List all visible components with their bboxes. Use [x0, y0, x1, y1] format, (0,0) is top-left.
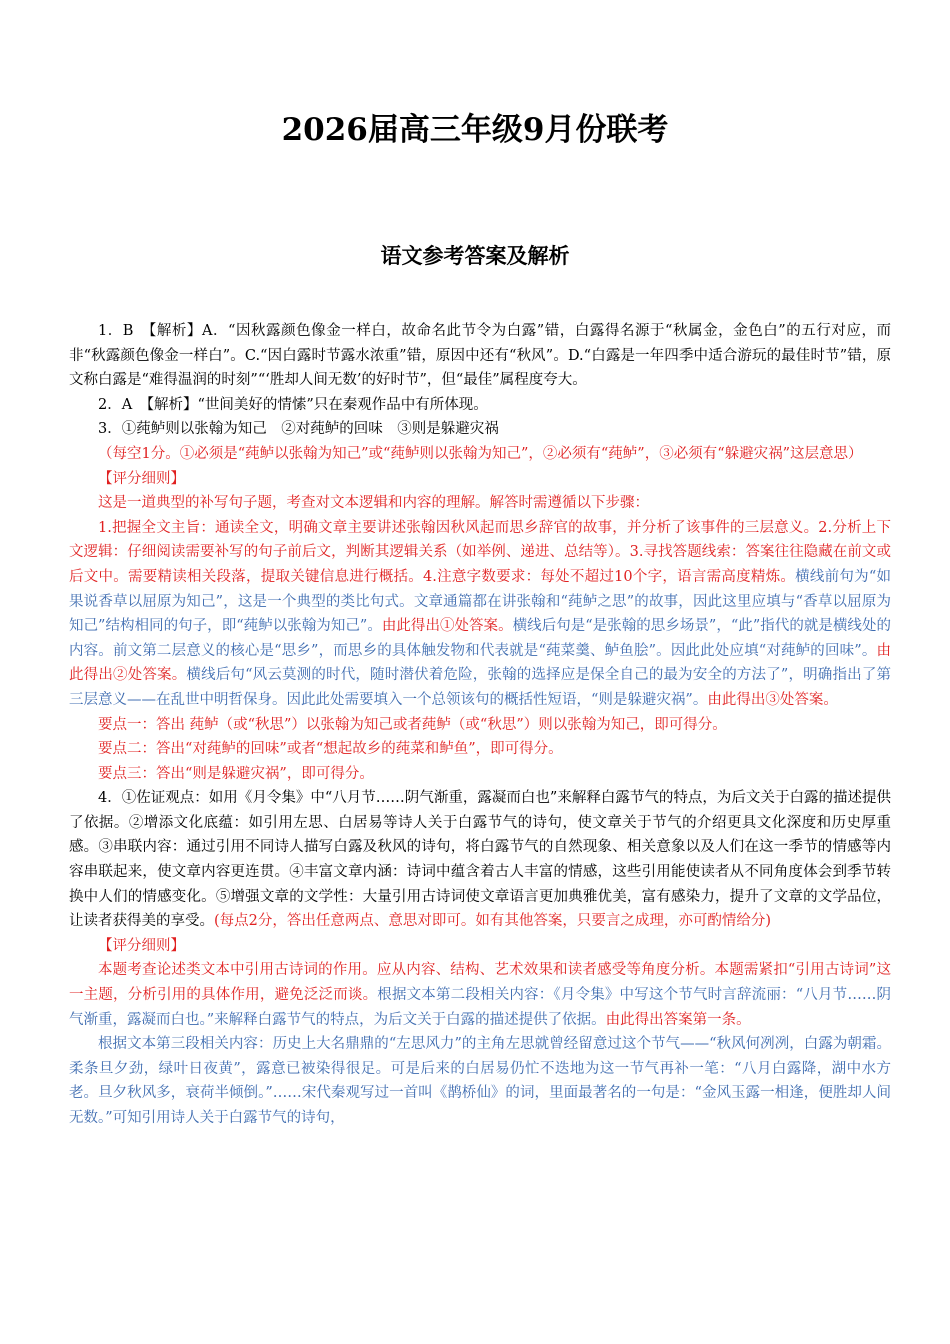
q3-analysis [69, 516, 891, 713]
q3-point-1: 要点一：答出 莼鲈（或“秋思”）以张翰为知己或者莼鲈（或“秋思”）则以张翰为知己，即可得分。 [98, 716, 727, 733]
q1-answer: 1．B 【解析】A．“因秋露颜色像金一样白，故命名此节令为白露”错，白露得名源于“秋属金，金色白”的五行对应，而非“秋露颜色像金一样白”。C.“因白露时节露水浓重”错，原因中还有“秋风”。D.“白露是一年四季中适合游玩的最佳时节”错，原文称白露是“难得温润的时刻”“‘胜却人间无数’的好时节”，但“最佳”属程度夸大。 [69, 323, 891, 389]
q3-point-3: 要点三：答出“则是躲避灾祸”，即可得分。 [98, 765, 374, 782]
q3-steps: 1.把握全文主旨：通读全文，明确文章主要讲述张翰因秋风起而思乡辞官的故事，并分析了该事件的三层意义。2.分析上下文逻辑：仔细阅读需要补写的句子前后文，判断其逻辑关系（如举例、递进、总结等）。3.寻找答题线索：答案往往隐藏在前文或后文中。需要精读相关段落，提取关键信息进行概括。4.注意字数要求：每处不超过10个字，语言需高度精炼。 [69, 519, 891, 585]
q4-analysis [69, 958, 891, 1032]
q3-detail-intro: 这是一道典型的补写句子题，考查对文本逻辑和内容的理解。解答时需遵循以下步骤： [98, 495, 649, 512]
q3-scoring-note: （每空1分。①必须是“莼鲈以张翰为知己”或“莼鲈则以张翰为知己”，②必须有“莼鲈”，③必须有“躲避灾祸”这层意思） [98, 445, 863, 462]
q3-point-2: 要点二：答出“对莼鲈的回味”或者“想起故乡的莼菜和鲈鱼”，即可得分。 [98, 741, 563, 758]
q4-answer-text: 4．①佐证观点：如用《月令集》中“八月节……阴气渐重，露凝而白也”来解释白露节气的特点，为后文关于白露的描述提供了依据。②增添文化底蕴：如引用左思、白居易等诗人关于白露节气的诗句，使文章关于节气的介绍更具文化深度和历史厚重感。③串联内容：通过引用不同诗人描写白露及秋风的诗句，将白露节气的自然现象、相关意象以及人们在这一季节的情感等内容串联起来，使文章内容更连贯。④丰富文章内涵：诗词中蕴含着古人丰富的情感，这些引用能使读者从不同角度体会到季节转换中人们的情感变化。⑤增强文章的文学性：大量引用古诗词使文章语言更加典雅优美，富有感染力，提升了文章的文学品位，让读者获得美的享受。 [69, 790, 891, 930]
q2-answer: 2．A 【解析】“世间美好的情愫”只在秦观作品中有所体现。 [98, 396, 488, 413]
q4-analysis-1: 根据文本第二段相关内容：《月令集》中写这个节气时言辞流丽：“八月节……阴气渐重，露凝而白也。”来解释白露节气的特点，为后文关于白露的描述提供了依据。 [69, 987, 892, 1028]
q3-analysis-3: 横线后句“风云莫测的时代，随时潜伏着危险，张翰的选择应是保全自己的最为安全的方法了”，明确指出了第三层意义——在乱世中明哲保身。因此此处需要填入一个总领该句的概括性短语，“则是躲避灾祸”。 [69, 667, 892, 708]
q4-analysis-2: 根据文本第三段相关内容：历史上大名鼎鼎的“左思风力”的主角左思就曾经留意过这个节气——“秋风何冽冽，白露为朝霜。柔条旦夕劲，绿叶日夜黄”，露意已被染得很足。可是后来的白居易仍忙不迭地为这一节气再补一笔：“八月白露降，湖中水方老。旦夕秋风多，衰荷半倾倒。”……宋代秦观写过一首叫《鹊桥仙》的词，里面最著名的一句是：“金风玉露一相逢，便胜却人间无数。”可知引用诗人关于白露节气的诗句， [69, 1036, 891, 1126]
q4-answer [69, 786, 891, 934]
answer-body [69, 319, 891, 1131]
q4-conclusion-1: 由此得出答案第一条。 [605, 1011, 751, 1028]
q3-answer: 3．①莼鲈则以张翰为知己 ②对莼鲈的回味 ③则是躲避灾祸 [98, 421, 499, 438]
q3-analysis-2: 横线后句是“是张翰的思乡场景”，“此”指代的就是横线处的内容。前文第二层意义的核心是“思乡”，而思乡的具体触发物和代表就是“莼菜羹、鲈鱼脍”。因此此处应填“对莼鲈的回味”。 [69, 618, 891, 659]
q4-scoring-note: (每点2分，答出任意两点、意思对即可。如有其他答案，只要言之成理，亦可酌情给分) [214, 913, 772, 930]
q3-conclusion-1: 由此得出①处答案。 [381, 618, 513, 635]
q4-detail-label: 【评分细则】 [98, 937, 185, 954]
answer-key-subtitle: 语文参考答案及解析 [380, 244, 570, 268]
q4-detail-intro: 本题考查论述类文本中引用古诗词的作用。应从内容、结构、艺术效果和读者感受等角度分析。本题需紧扣“引用古诗词”这一主题，分析引用的具体作用，避免泛泛而谈。 [69, 962, 891, 1004]
q3-detail-label: 【评分细则】 [98, 470, 185, 487]
q3-conclusion-3: 由此得出③处答案。 [707, 691, 838, 708]
q3-analysis-1: 横线前句为“如果说香草以屈原为知己”，这是一个典型的类比句式。文章通篇都在讲张翰和“莼鲈之思”的故事，因此这里应填与“香草以屈原为知己”结构相同的句子，即“莼鲈以张翰为知己”。 [69, 568, 891, 635]
q3-conclusion-2: 由此得出②处答案。 [69, 642, 891, 684]
exam-title: 2026届高三年级9月份联考 [281, 112, 669, 148]
